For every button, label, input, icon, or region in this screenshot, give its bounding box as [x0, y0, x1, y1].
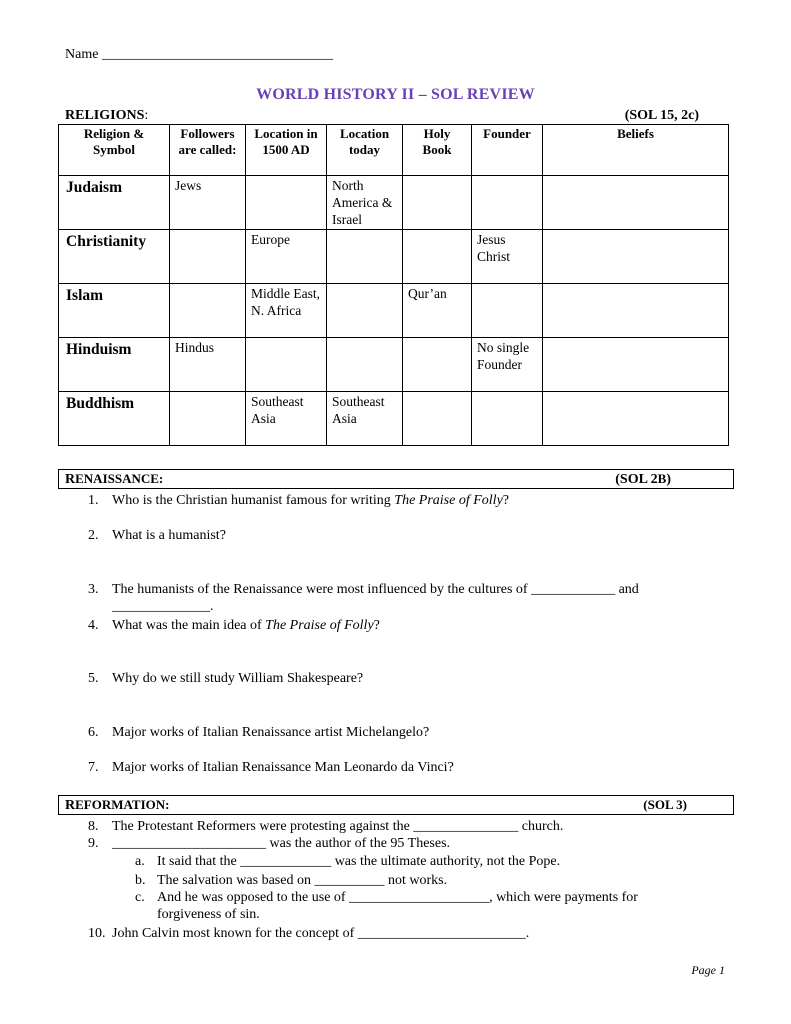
- religion-name: Hinduism: [59, 338, 170, 392]
- location-today-cell[interactable]: Southeast Asia: [327, 392, 403, 446]
- reformation-sol-reference: (SOL 3): [643, 797, 687, 812]
- name-line: [65, 47, 333, 63]
- religions-sol-reference: (SOL 15, 2c): [624, 108, 699, 123]
- location-1500-cell[interactable]: [246, 338, 327, 392]
- location-1500-cell[interactable]: Southeast Asia: [246, 392, 327, 446]
- founder-cell[interactable]: [472, 176, 543, 230]
- religion-name: Buddhism: [59, 392, 170, 446]
- holy-book-cell[interactable]: [403, 392, 472, 446]
- column-header: Religion & Symbol: [59, 125, 170, 176]
- location-1500-cell[interactable]: [246, 176, 327, 230]
- holy-book-cell[interactable]: Qur’an: [403, 284, 472, 338]
- location-today-cell[interactable]: [327, 230, 403, 284]
- location-today-cell[interactable]: North America & Israel: [327, 176, 403, 230]
- question-3: 3. The humanists of the Renaissance were most influenced by the cultures of ____________ and ______________.: [88, 582, 639, 614]
- religions-table: [58, 124, 729, 446]
- followers-cell[interactable]: [170, 284, 246, 338]
- renaissance-sol-reference: (SOL 2B): [615, 471, 671, 487]
- religion-name: Judaism: [59, 176, 170, 230]
- location-1500-cell[interactable]: Europe: [246, 230, 327, 284]
- beliefs-cell[interactable]: [543, 284, 729, 338]
- religion-name: Islam: [59, 284, 170, 338]
- followers-cell[interactable]: Jews: [170, 176, 246, 230]
- page-title: WORLD HISTORY II – SOL REVIEW: [256, 86, 535, 103]
- founder-cell[interactable]: Jesus Christ: [472, 230, 543, 284]
- location-1500-cell[interactable]: Middle East, N. Africa: [246, 284, 327, 338]
- religions-heading: RELIGIONS:: [65, 108, 149, 123]
- renaissance-heading: RENAISSANCE:: [65, 471, 164, 487]
- column-header: Location in 1500 AD: [246, 125, 327, 176]
- column-header: Holy Book: [403, 125, 472, 176]
- column-header: Beliefs: [543, 125, 729, 176]
- name-label: Name: [65, 47, 99, 62]
- reformation-heading: REFORMATION:: [65, 797, 170, 813]
- beliefs-cell[interactable]: [543, 392, 729, 446]
- holy-book-cell[interactable]: [403, 338, 472, 392]
- table-row: [59, 392, 729, 446]
- founder-cell[interactable]: [472, 392, 543, 446]
- page-number: Page 1: [691, 963, 725, 977]
- followers-cell[interactable]: [170, 392, 246, 446]
- renaissance-section-header: [58, 469, 734, 489]
- table-row: [59, 176, 729, 230]
- founder-cell[interactable]: No single Founder: [472, 338, 543, 392]
- column-header: Founder: [472, 125, 543, 176]
- holy-book-cell[interactable]: [403, 176, 472, 230]
- followers-cell[interactable]: Hindus: [170, 338, 246, 392]
- question-9c: c. And he was opposed to the use of ____________________, which were payments for forgiveness of sin.: [135, 890, 638, 922]
- column-header: Followers are called:: [170, 125, 246, 176]
- location-today-cell[interactable]: [327, 338, 403, 392]
- followers-cell[interactable]: [170, 230, 246, 284]
- beliefs-cell[interactable]: [543, 338, 729, 392]
- beliefs-cell[interactable]: [543, 176, 729, 230]
- table-row: [59, 284, 729, 338]
- table-row: [59, 230, 729, 284]
- table-row: [59, 338, 729, 392]
- reformation-section-header: [58, 795, 734, 815]
- holy-book-cell[interactable]: [403, 230, 472, 284]
- table-header-row: [59, 125, 729, 176]
- religion-name: Christianity: [59, 230, 170, 284]
- column-header: Location today: [327, 125, 403, 176]
- name-blank[interactable]: _________________________________: [101, 47, 333, 62]
- location-today-cell[interactable]: [327, 284, 403, 338]
- founder-cell[interactable]: [472, 284, 543, 338]
- beliefs-cell[interactable]: [543, 230, 729, 284]
